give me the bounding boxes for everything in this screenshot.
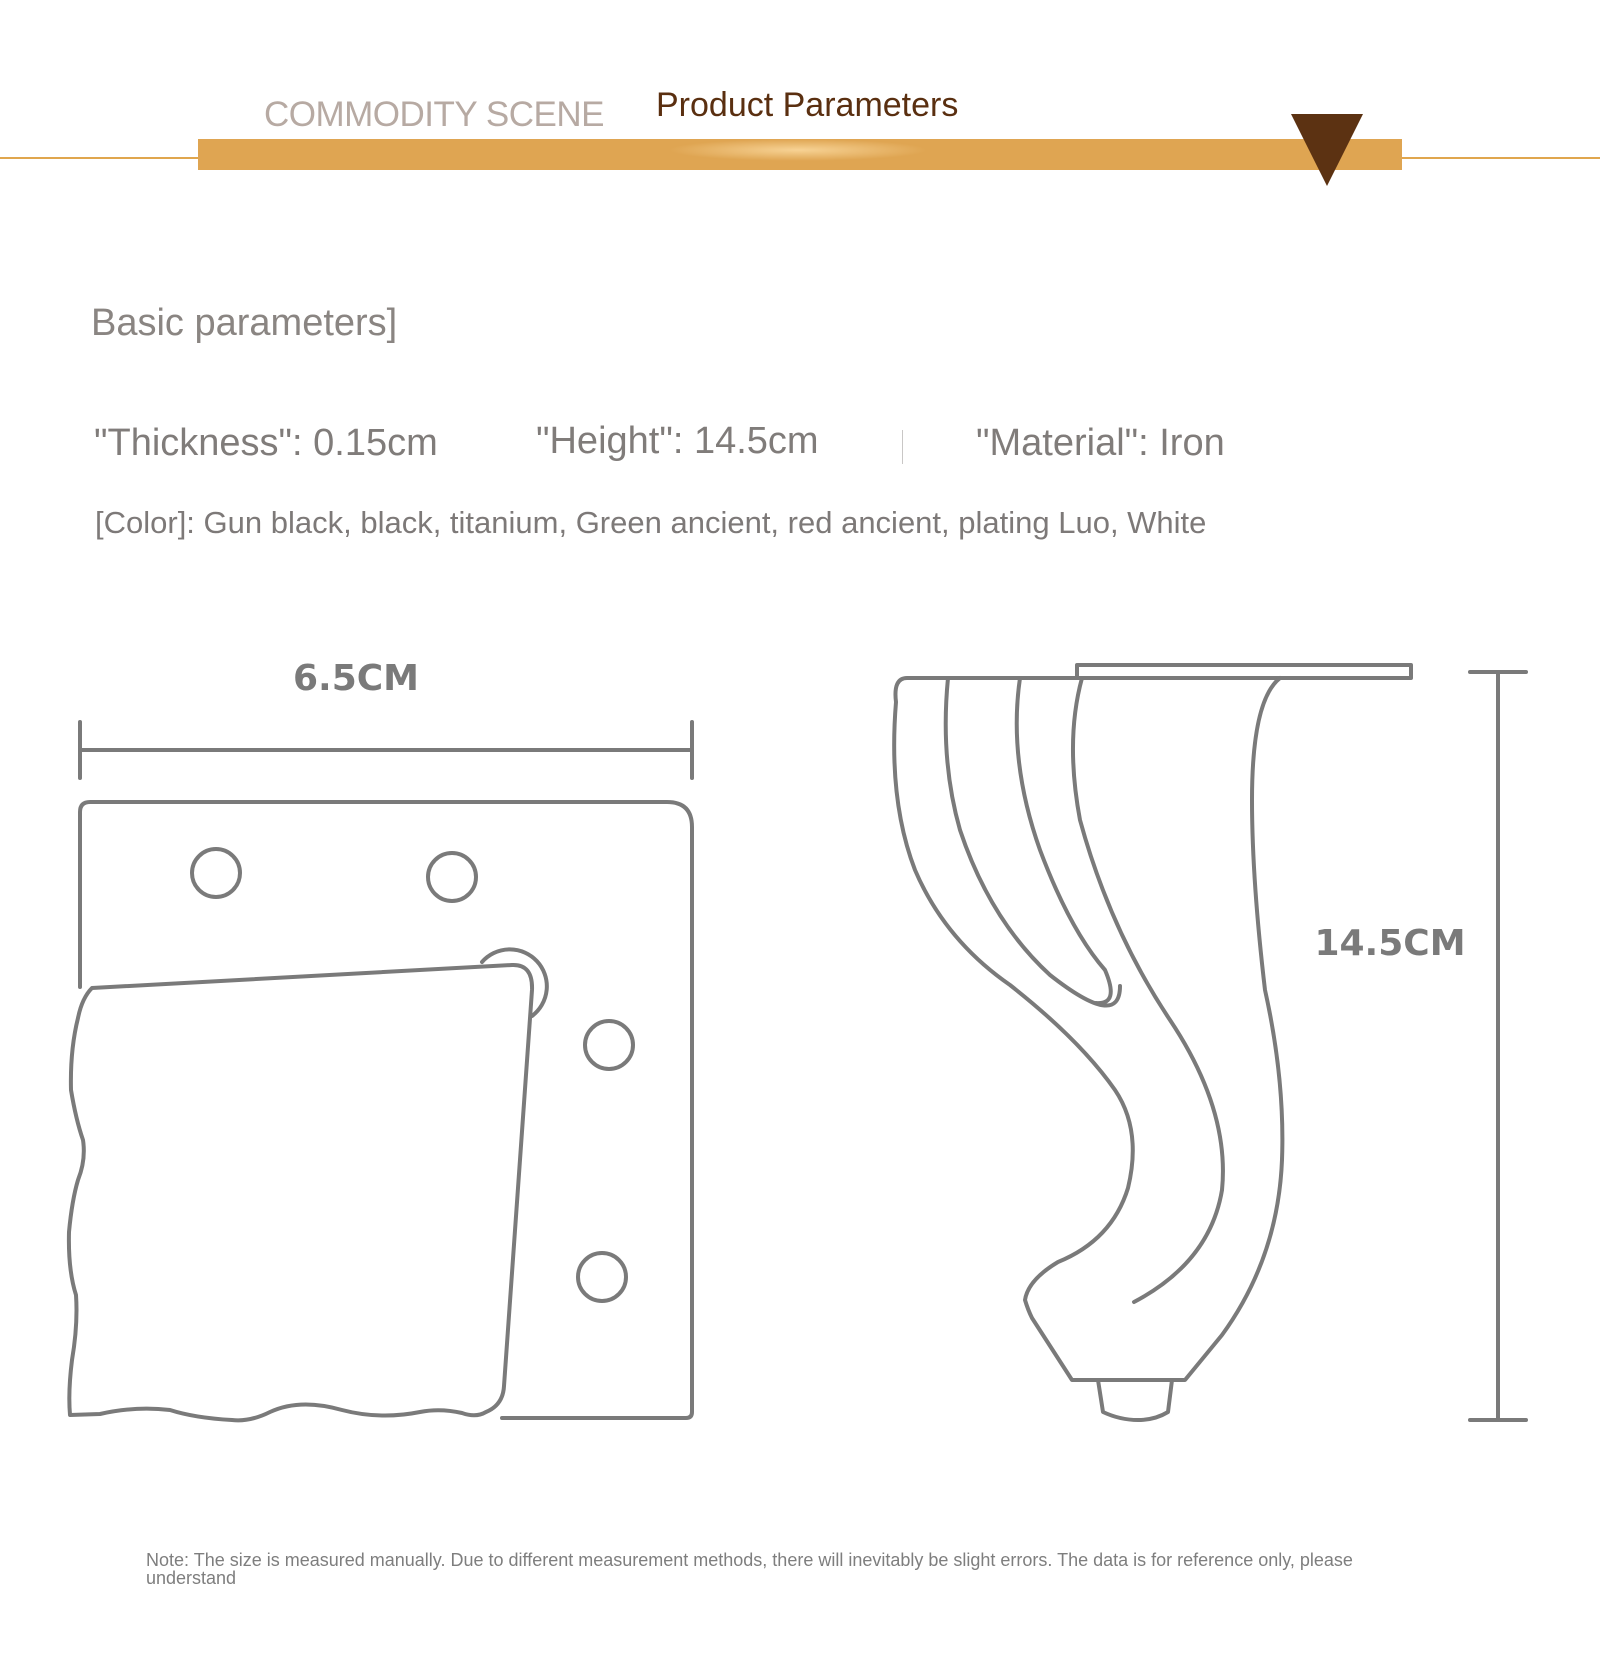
screw-hole (585, 1021, 633, 1069)
mounting-plate (80, 802, 692, 1418)
width-dimension-label: 6.5CM (292, 658, 420, 699)
header-title: Product Parameters (656, 86, 959, 124)
param-material: "Material": Iron (976, 422, 1225, 464)
leg-foot-cap (1098, 1380, 1172, 1420)
measurement-note: Note: The size is measured manually. Due to different measurement methods, there will inevitably be slight errors. The data is for reference only, please understand (146, 1550, 1353, 1588)
cushion-shape (69, 965, 532, 1420)
basic-parameters-heading: Basic parameters] (91, 302, 398, 344)
height-dimension-label: 14.5CM (1314, 923, 1466, 964)
leg-flute-line (1073, 678, 1223, 1302)
param-thickness: "Thickness": 0.15cm (94, 422, 438, 464)
param-height: "Height": 14.5cm (536, 420, 819, 462)
screw-hole (578, 1253, 626, 1301)
header-subtitle: COMMODITY SCENE (264, 95, 604, 134)
screw-hole (192, 849, 240, 897)
leg-top-plate (1077, 665, 1411, 678)
width-dimension-line (80, 722, 692, 778)
param-color: [Color]: Gun black, black, titanium, Green ancient, red ancient, plating Luo, White (95, 505, 1207, 540)
height-dimension-line (1470, 672, 1526, 1420)
screw-hole-partial (482, 949, 547, 1016)
leg-outline (894, 678, 1282, 1380)
screw-hole (428, 853, 476, 901)
